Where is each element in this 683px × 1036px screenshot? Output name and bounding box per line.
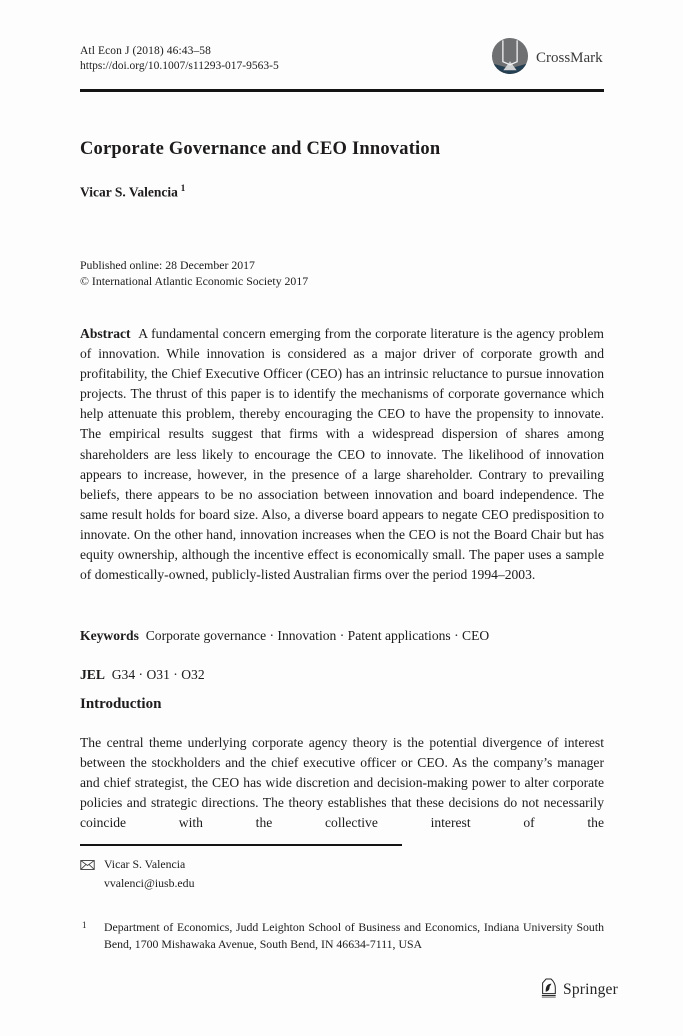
jel-text: G34 · O31 · O32 bbox=[111, 667, 205, 682]
affiliation-text: Department of Economics, Judd Leighton School of Business and Economics, Indiana University South Bend, 1700 Mishawaka Avenue, South Bend, IN 46634-7111, USA bbox=[104, 920, 604, 951]
abstract-text: A fundamental concern emerging from the corporate literature is the agency problem of innovation. While innovation is considered as a major driver of corporate growth and profitability, the Chief Executive Officer (CEO) has an intrinsic reluctance to pursue innovation projects. The thrust of this paper is to identify the mechanisms of corporate governance which help attenuate this problem, thereby encouraging the CEO to have the propensity to innovate. The empirical results suggest that firms with a widespread dispersion of shares among shareholders are less likely to encourage the CEO to innovate. The likelihood of innovation appears to increase, however, in the presence of a large shareholder. Contrary to prevailing beliefs, there appears to be no association between innovation and board independence. The same result holds for board size. Also, a diverse board appears to negate CEO predisposition to innovate. On the other hand, innovation increases when the CEO is not the Board Chair but has equity ownership, although the incentive effect is economically small. The paper uses a sample of domestically-owned, publicly-listed Australian firms over the period 1994–2003. bbox=[80, 326, 604, 583]
copyright-line: © International Atlantic Economic Society 2017 bbox=[80, 274, 309, 288]
envelope-icon bbox=[80, 858, 95, 875]
jel-label: JEL bbox=[80, 667, 105, 682]
crossmark-badge[interactable] bbox=[491, 37, 603, 80]
springer-logo bbox=[538, 977, 618, 1003]
published-online-line: Published online: 28 December 2017 bbox=[80, 258, 255, 272]
keywords-line bbox=[80, 628, 604, 644]
page-title: Corporate Governance and CEO Innovation bbox=[80, 139, 441, 159]
correspondence-block bbox=[80, 856, 480, 891]
keywords-text: Corporate governance · Innovation · Patent applications · CEO bbox=[145, 628, 490, 643]
affiliation-footnote bbox=[80, 919, 604, 952]
author-name bbox=[80, 184, 185, 201]
correspondence-name: Vicar S. Valencia bbox=[104, 857, 186, 871]
header-rule bbox=[80, 89, 604, 92]
abstract-label: Abstract bbox=[80, 326, 131, 341]
introduction-heading: Introduction bbox=[80, 696, 162, 712]
author-footnote-marker: 1 bbox=[180, 184, 186, 194]
author-name-text: Vicar S. Valencia bbox=[80, 184, 178, 200]
crossmark-label: CrossMark bbox=[536, 50, 603, 66]
journal-reference: Atl Econ J (2018) 46:43–58 bbox=[80, 45, 212, 57]
abstract-paragraph bbox=[80, 324, 604, 585]
keywords-label: Keywords bbox=[80, 628, 139, 643]
correspondence-email: vvalenci@iusb.edu bbox=[104, 875, 195, 890]
publication-info bbox=[80, 257, 308, 289]
springer-horse-icon bbox=[538, 977, 558, 1003]
crossmark-icon bbox=[491, 37, 529, 80]
springer-wordmark: Springer bbox=[563, 981, 618, 998]
doi-link: https://doi.org/10.1007/s11293-017-9563-5 bbox=[80, 60, 279, 72]
footnote-rule bbox=[80, 844, 402, 846]
affiliation-marker: 1 bbox=[82, 920, 87, 930]
introduction-paragraph: The central theme underlying corporate agency theory is the potential divergence of interest between the stockholders and the chief executive officer or CEO. As the company’s manager and chief strategist, the CEO has wide discretion and decision-making power to alter corporate policies and strategic directions. The theory establishes that these decisions do not necessarily coincide with the collective interest of the bbox=[80, 735, 604, 831]
jel-line bbox=[80, 667, 604, 683]
